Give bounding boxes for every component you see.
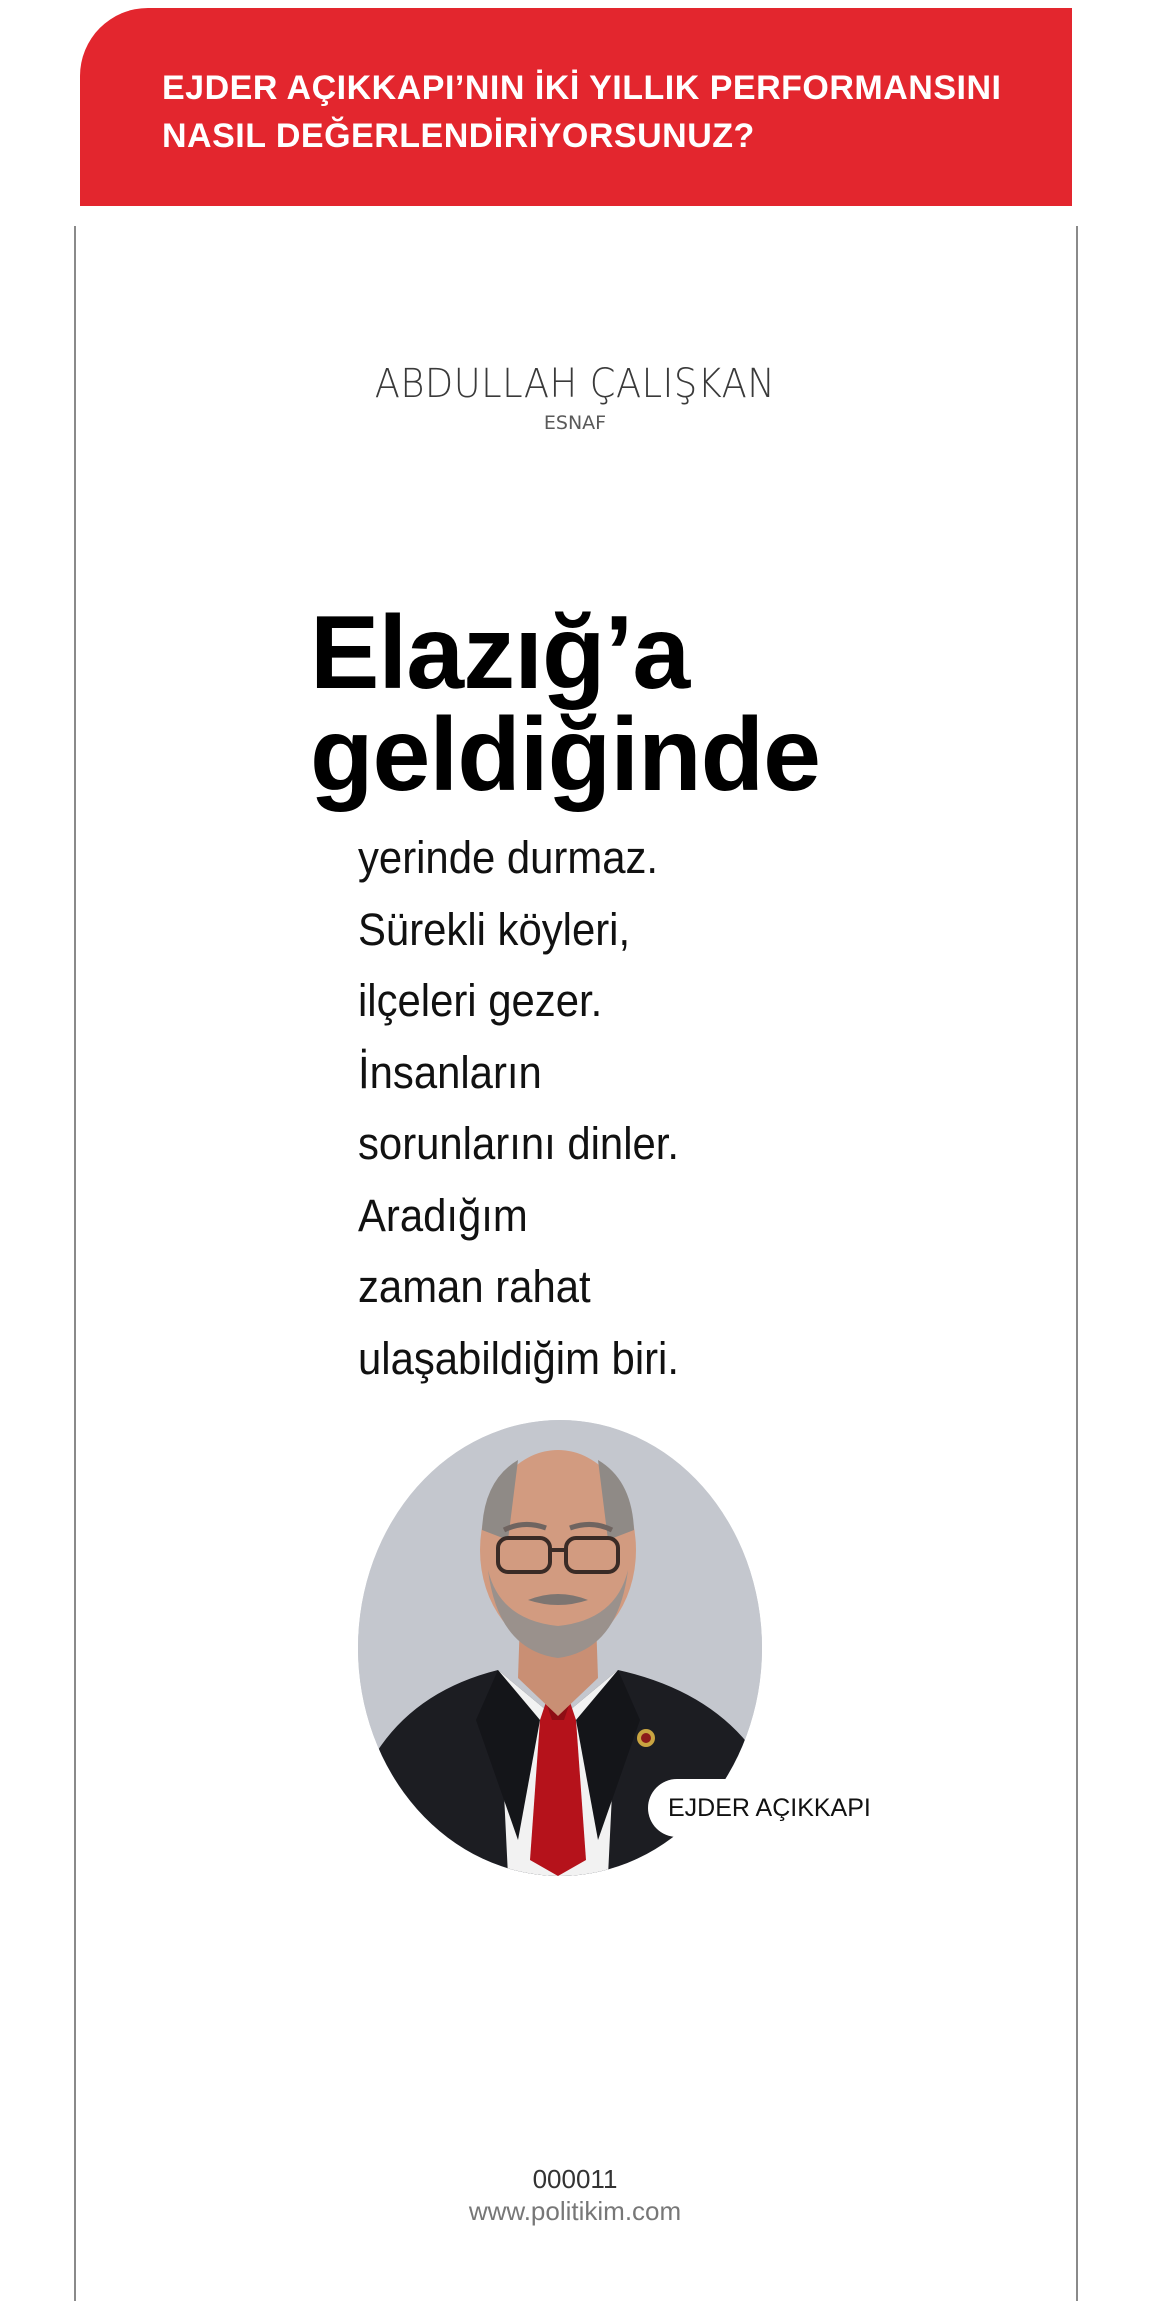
author-name: ABDULLAH ÇALIŞKAN — [374, 361, 776, 407]
page-footer — [0, 2163, 1150, 2227]
frame-right-rule — [1076, 226, 1078, 2301]
quote-line-3: ilçeleri gezer. — [358, 975, 603, 1026]
quote-line-1: yerinde durmaz. — [358, 832, 659, 883]
portrait-name-tag: EJDER AÇIKKAPI — [648, 1779, 880, 1837]
author-block — [0, 360, 1150, 434]
question-line-1: EJDER AÇIKKAPI’NIN İKİ YILLIK PERFORMANSINI — [162, 69, 1002, 107]
frame-left-rule — [74, 226, 76, 2301]
quote-line-8: ulaşabildiğim biri. — [358, 1332, 679, 1384]
quote-text — [358, 822, 703, 1394]
question-banner — [80, 8, 1072, 206]
quote-line-7: zaman rahat — [358, 1261, 591, 1312]
headline — [310, 595, 820, 813]
quote-line-6: Aradığım — [358, 1189, 528, 1241]
quote-line-5: sorunlarını dinler. — [358, 1118, 680, 1169]
quote-line-4: İnsanların — [358, 1046, 542, 1098]
headline-line-2: geldiğinde — [310, 697, 820, 813]
page-number: 000011 — [532, 2164, 618, 2194]
website-link[interactable]: www.politikim.com — [468, 2196, 682, 2226]
headline-line-1: Elazığ’a — [310, 595, 690, 711]
question-line-2: NASIL DEĞERLENDİRİYORSUNUZ? — [162, 117, 755, 155]
quote-line-2: Sürekli köyleri, — [358, 903, 631, 955]
author-role: ESNAF — [543, 412, 607, 434]
